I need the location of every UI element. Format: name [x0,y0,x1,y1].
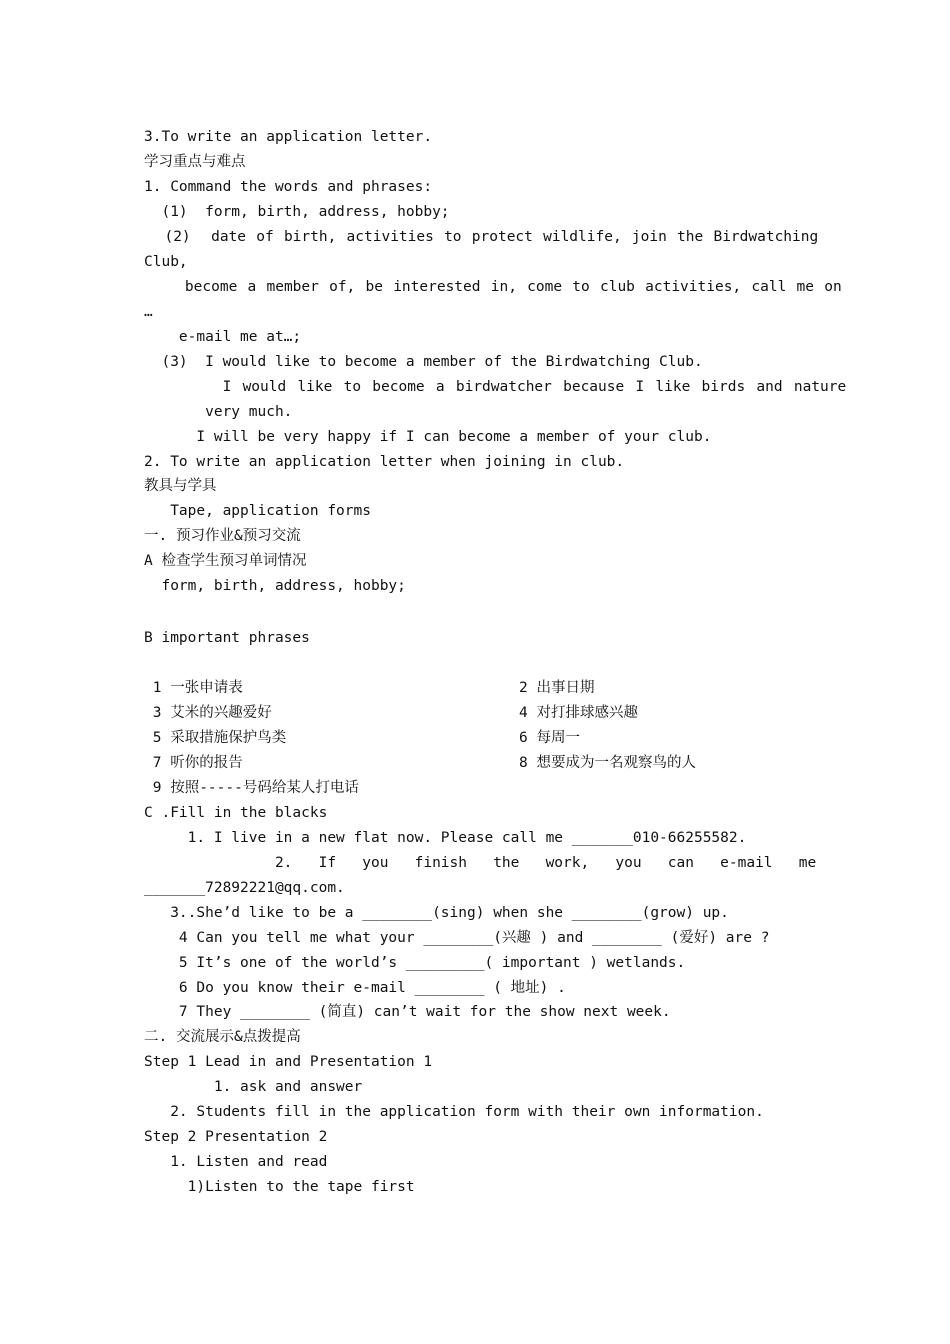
fill-item-2: 2. If you finish the work, you can e-mail me [144,855,817,871]
materials-list: Tape, application forms [144,503,371,519]
step-1-item-2: 2. Students fill in the application form with their own information. [144,1104,764,1120]
point-1-phrases-line2: Club, [144,254,188,270]
step-2-item-1a: 1)Listen to the tape first [144,1179,415,1195]
point-1-sentence-2b: very much. [144,404,293,420]
heading-materials: 教具与学具 [144,478,217,494]
step-1-item-1: 1. ask and answer [144,1079,363,1095]
point-1-phrases-line1: (2) date of birth, activities to protect wildlife, join the Birdwatching [144,229,819,245]
point-1-phrases-line3: become a member of, be interested in, come to club activities, call me on [144,279,842,295]
point-1-title: 1. Command the words and phrases: [144,179,433,195]
section-a-heading: A 检查学生预习单词情况 [144,553,307,569]
point-1-sentence-2: I would like to become a birdwatcher because I like birds and nature [144,379,847,395]
heading-key-points: 学习重点与难点 [144,154,246,170]
phrase-7: 7 听你的报告 [144,755,243,771]
point-1-sentence-3: I will be very happy if I can become a member of your club. [144,429,712,445]
phrase-9: 9 按照-----号码给某人打电话 [144,780,359,796]
section-a-words: form, birth, address, hobby; [144,578,406,594]
phrase-8: 8 想要成为一名观察鸟的人 [519,755,696,771]
point-1-sentence-1: (3) I would like to become a member of the Birdwatching Club. [144,354,703,370]
phrase-4: 4 对打排球感兴趣 [519,705,638,721]
section-1-heading: 一. 预习作业&预习交流 [144,528,301,544]
phrase-5: 5 采取措施保护鸟类 [144,730,287,746]
point-2: 2. To write an application letter when joining in club. [144,454,625,470]
step-2-heading: Step 2 Presentation 2 [144,1129,328,1145]
section-2-heading: 二. 交流展示&点拨提高 [144,1029,301,1045]
fill-item-4: 4 Can you tell me what your ________(兴趣 ) and ________ (爱好) are ? [144,930,770,946]
fill-item-3: 3..She’d like to be a ________(sing) when she ________(grow) up. [144,905,729,921]
step-2-item-1: 1. Listen and read [144,1154,328,1170]
fill-item-2b: _______72892221@qq.com. [144,880,345,896]
section-b-heading: B important phrases [144,630,310,646]
objective-3: 3.To write an application letter. [144,129,433,145]
point-1-words: (1) form, birth, address, hobby; [144,204,450,220]
fill-item-7: 7 They ________ (简直) can’t wait for the show next week. [144,1004,671,1020]
phrase-3: 3 艾米的兴趣爱好 [144,705,272,721]
fill-item-1: 1. I live in a new flat now. Please call me _______010-66255582. [144,830,747,846]
step-1-heading: Step 1 Lead in and Presentation 1 [144,1054,433,1070]
fill-item-6: 6 Do you know their e-mail ________ ( 地址) . [144,980,566,996]
phrase-1: 1 一张申请表 [144,680,243,696]
point-1-phrases-line4: … [144,304,153,320]
phrase-2: 2 出事日期 [519,680,595,696]
fill-item-5: 5 It’s one of the world’s _________( important ) wetlands. [144,955,686,971]
phrase-6: 6 每周一 [519,730,580,746]
point-1-phrases-line5: e-mail me at…; [144,329,302,345]
section-c-heading: C .Fill in the blacks [144,805,328,821]
